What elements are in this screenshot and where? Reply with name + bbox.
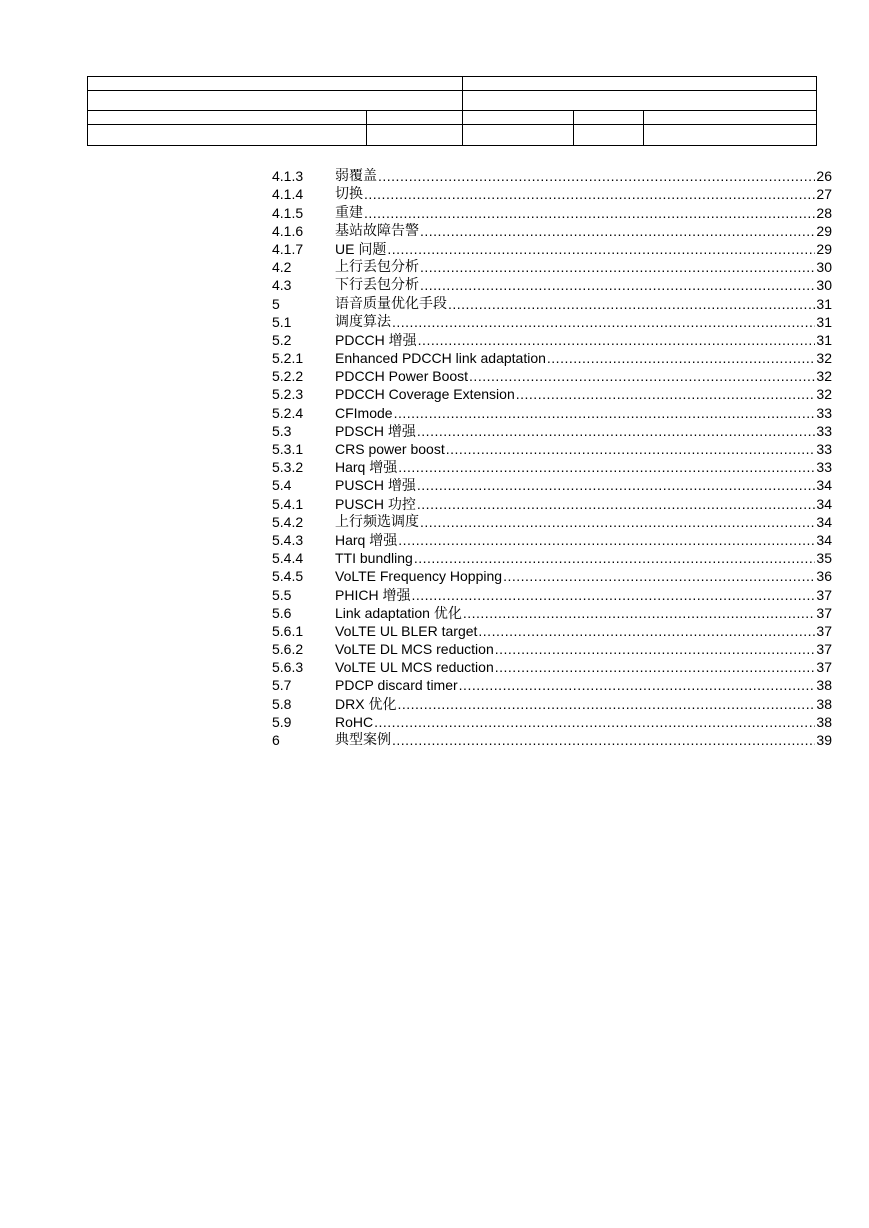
toc-entry-title[interactable]: 重建 — [335, 204, 363, 221]
toc-entry-page[interactable]: 30 — [816, 259, 832, 276]
table-of-contents — [272, 166, 832, 748]
toc-entry-number: 5.4.3 — [272, 531, 304, 548]
toc-entry[interactable] — [272, 603, 832, 621]
toc-dot-leader — [392, 732, 815, 748]
toc-dot-leader — [446, 441, 816, 457]
toc-entry[interactable] — [272, 221, 832, 239]
toc-entry-page[interactable]: 37 — [816, 659, 832, 676]
header-cell — [463, 77, 817, 91]
toc-entry-page[interactable]: 27 — [816, 186, 832, 203]
toc-entry-number: 6 — [272, 732, 280, 748]
toc-entry-number: 5.6.1 — [272, 622, 304, 639]
toc-entry-number: 5.8 — [272, 695, 292, 712]
toc-entry-number: 4.1.4 — [272, 186, 304, 203]
header-cell — [367, 111, 463, 124]
toc-entry-number: 4.1.6 — [272, 222, 304, 239]
toc-entry-number: 5.3.2 — [272, 459, 304, 476]
toc-entry-page[interactable]: 39 — [816, 732, 832, 748]
toc-entry-number: 5.6.2 — [272, 641, 304, 658]
toc-entry-title[interactable]: 切换 — [335, 186, 363, 203]
toc-entry-title[interactable]: 调度算法 — [335, 313, 391, 330]
toc-entry-title[interactable]: 上行频选调度 — [335, 513, 419, 530]
toc-entry[interactable] — [272, 548, 832, 566]
toc-entry[interactable] — [272, 348, 832, 366]
toc-entry-page[interactable]: 32 — [816, 350, 832, 367]
toc-entry-number: 5.4 — [272, 477, 292, 494]
toc-entry-page[interactable]: 37 — [816, 641, 832, 658]
toc-entry-title[interactable]: VoLTE UL MCS reduction — [335, 659, 494, 676]
toc-entry[interactable] — [272, 330, 832, 348]
toc-entry[interactable] — [272, 184, 832, 202]
toc-entry-page[interactable]: 31 — [816, 331, 832, 348]
toc-dot-leader — [417, 477, 816, 493]
toc-entry-title[interactable]: PHICH 增强 — [335, 586, 411, 603]
toc-entry-number: 4.1.3 — [272, 168, 304, 185]
header-cell — [644, 124, 817, 145]
header-cell — [574, 111, 644, 124]
header-cell — [88, 124, 367, 145]
toc-dot-leader — [374, 714, 815, 730]
toc-entry[interactable] — [272, 239, 832, 257]
toc-entry-page[interactable]: 31 — [816, 313, 832, 330]
toc-entry-number: 5.2 — [272, 331, 292, 348]
toc-dot-leader — [463, 605, 816, 621]
toc-entry-page[interactable]: 29 — [816, 222, 832, 239]
header-cell — [463, 91, 817, 111]
toc-entry[interactable] — [272, 712, 832, 730]
header-row — [88, 124, 817, 145]
toc-entry-title[interactable]: CRS power boost — [335, 441, 445, 457]
toc-entry-number: 5.5 — [272, 586, 292, 603]
toc-entry-title[interactable]: Harq 增强 — [335, 531, 398, 548]
toc-entry-title[interactable]: RoHC — [335, 713, 374, 730]
toc-entry-page[interactable]: 37 — [816, 586, 832, 603]
toc-entry[interactable] — [272, 402, 832, 420]
toc-dot-leader — [495, 641, 816, 657]
toc-entry-page[interactable]: 32 — [816, 386, 832, 403]
toc-entry[interactable] — [272, 293, 832, 311]
toc-entry-number: 5.3 — [272, 422, 292, 439]
header-cell — [644, 111, 817, 124]
toc-entry[interactable] — [272, 366, 832, 384]
toc-entry-title[interactable]: UE 问题 — [335, 240, 387, 257]
toc-dot-leader — [418, 332, 816, 348]
toc-dot-leader — [364, 186, 815, 202]
toc-entry[interactable] — [272, 512, 832, 530]
toc-entry[interactable] — [272, 693, 832, 711]
toc-entry-title[interactable]: 基站故障告警 — [335, 222, 419, 239]
toc-entry[interactable] — [272, 639, 832, 657]
header-cell — [463, 124, 574, 145]
toc-entry[interactable] — [272, 421, 832, 439]
toc-entry[interactable] — [272, 257, 832, 275]
toc-dot-leader — [516, 386, 816, 402]
toc-entry-number: 5.6.3 — [272, 659, 304, 676]
toc-entry-page[interactable]: 36 — [816, 568, 832, 585]
header-cell — [88, 91, 463, 111]
toc-entry-number: 5.2.1 — [272, 350, 304, 367]
toc-entry-title[interactable]: VoLTE UL BLER target — [335, 622, 478, 639]
toc-dot-leader — [414, 550, 816, 566]
toc-entry-number: 5.2.3 — [272, 386, 304, 403]
toc-entry-page[interactable]: 32 — [816, 368, 832, 385]
toc-entry-page[interactable]: 34 — [816, 531, 832, 548]
header-cell — [88, 77, 463, 91]
toc-entry-number: 5.3.1 — [272, 441, 304, 457]
toc-entry-title[interactable]: 弱覆盖 — [335, 168, 377, 185]
toc-entry-title[interactable]: Harq 增强 — [335, 459, 398, 476]
toc-entry[interactable] — [272, 202, 832, 220]
toc-entry-page[interactable]: 33 — [816, 404, 832, 421]
toc-dot-leader — [459, 677, 816, 693]
toc-dot-leader — [397, 696, 815, 712]
toc-dot-leader — [469, 368, 815, 384]
header-row — [88, 91, 817, 111]
toc-dot-leader — [478, 623, 815, 639]
toc-entry-title[interactable]: Enhanced PDCCH link adaptation — [335, 350, 546, 367]
toc-entry-number: 4.1.7 — [272, 240, 304, 257]
toc-entry[interactable] — [272, 584, 832, 602]
toc-entry[interactable] — [272, 275, 832, 293]
toc-dot-leader — [448, 296, 815, 312]
toc-entry-page[interactable]: 33 — [816, 441, 832, 457]
toc-entry-number: 5.7 — [272, 677, 292, 694]
toc-entry-title[interactable]: TTI bundling — [335, 550, 413, 567]
toc-dot-leader — [420, 223, 815, 239]
toc-entry-title[interactable]: 下行丢包分析 — [335, 277, 419, 294]
toc-entry-number: 5 — [272, 295, 280, 312]
toc-entry[interactable] — [272, 384, 832, 402]
toc-entry-title[interactable]: 典型案例 — [335, 732, 391, 748]
toc-entry-title[interactable]: DRX 优化 — [335, 695, 397, 712]
toc-entry-page[interactable]: 35 — [816, 550, 832, 567]
header-cell — [463, 111, 574, 124]
toc-entry[interactable] — [272, 675, 832, 693]
header-row — [88, 77, 817, 91]
toc-entry-page[interactable]: 31 — [816, 295, 832, 312]
toc-entry-number: 5.2.2 — [272, 368, 304, 385]
toc-entry-number: 5.9 — [272, 713, 292, 730]
toc-dot-leader — [547, 350, 816, 366]
toc-entry-page[interactable]: 33 — [816, 459, 832, 476]
toc-entry-page[interactable]: 34 — [816, 495, 832, 512]
toc-entry-title[interactable]: Link adaptation 优化 — [335, 604, 462, 621]
toc-entry-number: 5.4.4 — [272, 550, 304, 567]
document-header-table — [87, 76, 817, 146]
toc-entry-title[interactable]: PDCCH 增强 — [335, 331, 417, 348]
toc-dot-leader — [364, 205, 815, 221]
toc-entry-page[interactable]: 38 — [816, 713, 832, 730]
toc-entry-page[interactable]: 38 — [816, 695, 832, 712]
toc-entry-number: 4.3 — [272, 277, 292, 294]
toc-entry-number: 4.2 — [272, 259, 292, 276]
toc-entry-number: 4.1.5 — [272, 204, 304, 221]
toc-dot-leader — [420, 259, 815, 275]
toc-entry-page[interactable]: 33 — [816, 422, 832, 439]
toc-entry-number: 5.6 — [272, 604, 292, 621]
toc-entry-page[interactable]: 30 — [816, 277, 832, 294]
toc-entry-page[interactable]: 28 — [816, 204, 832, 221]
toc-entry-title[interactable]: VoLTE Frequency Hopping — [335, 568, 503, 585]
toc-entry-page[interactable]: 37 — [816, 622, 832, 639]
toc-entry-title[interactable]: CFImode — [335, 404, 393, 421]
toc-dot-leader — [503, 568, 815, 584]
toc-entry-number: 5.4.1 — [272, 495, 304, 512]
toc-dot-leader — [411, 587, 815, 603]
toc-entry-number: 5.4.5 — [272, 568, 304, 585]
toc-entry-title[interactable]: 语音质量优化手段 — [335, 295, 447, 312]
toc-entry[interactable] — [272, 730, 832, 748]
header-cell — [574, 124, 644, 145]
toc-entry-title[interactable]: PDCCH Coverage Extension — [335, 386, 515, 403]
toc-entry[interactable] — [272, 439, 832, 457]
toc-entry-title[interactable]: PDCP discard timer — [335, 677, 458, 694]
toc-dot-leader — [398, 459, 815, 475]
toc-entry[interactable] — [272, 457, 832, 475]
toc-dot-leader — [417, 423, 816, 439]
toc-entry-page[interactable]: 34 — [816, 513, 832, 530]
toc-dot-leader — [387, 241, 815, 257]
toc-entry[interactable] — [272, 312, 832, 330]
toc-entry-title[interactable]: PDCCH Power Boost — [335, 368, 469, 385]
toc-entry-title[interactable]: PDSCH 增强 — [335, 422, 416, 439]
toc-entry-title[interactable]: 上行丢包分析 — [335, 259, 419, 276]
toc-entry-number: 5.2.4 — [272, 404, 304, 421]
toc-entry[interactable] — [272, 566, 832, 584]
toc-entry-title[interactable]: PUSCH 增强 — [335, 477, 416, 494]
toc-entry[interactable] — [272, 166, 832, 184]
toc-dot-leader — [417, 496, 816, 512]
toc-dot-leader — [394, 405, 816, 421]
toc-dot-leader — [398, 532, 815, 548]
toc-entry-title[interactable]: PUSCH 功控 — [335, 495, 416, 512]
header-cell — [88, 111, 367, 124]
toc-dot-leader — [420, 277, 815, 293]
toc-entry[interactable] — [272, 530, 832, 548]
toc-entry-page[interactable]: 38 — [816, 677, 832, 694]
toc-entry-page[interactable]: 34 — [816, 477, 832, 494]
toc-entry-page[interactable]: 26 — [816, 168, 832, 185]
header-row — [88, 111, 817, 124]
toc-entry-number: 5.1 — [272, 313, 292, 330]
toc-entry-number: 5.4.2 — [272, 513, 304, 530]
toc-entry-page[interactable]: 37 — [816, 604, 832, 621]
toc-entry-title[interactable]: VoLTE DL MCS reduction — [335, 641, 494, 658]
toc-entry[interactable] — [272, 475, 832, 493]
toc-entry-page[interactable]: 29 — [816, 240, 832, 257]
toc-entry[interactable] — [272, 493, 832, 511]
header-cell — [367, 124, 463, 145]
toc-dot-leader — [378, 168, 815, 184]
toc-dot-leader — [420, 514, 815, 530]
toc-entry[interactable] — [272, 621, 832, 639]
toc-entry[interactable] — [272, 657, 832, 675]
toc-dot-leader — [392, 314, 815, 330]
toc-dot-leader — [495, 659, 816, 675]
